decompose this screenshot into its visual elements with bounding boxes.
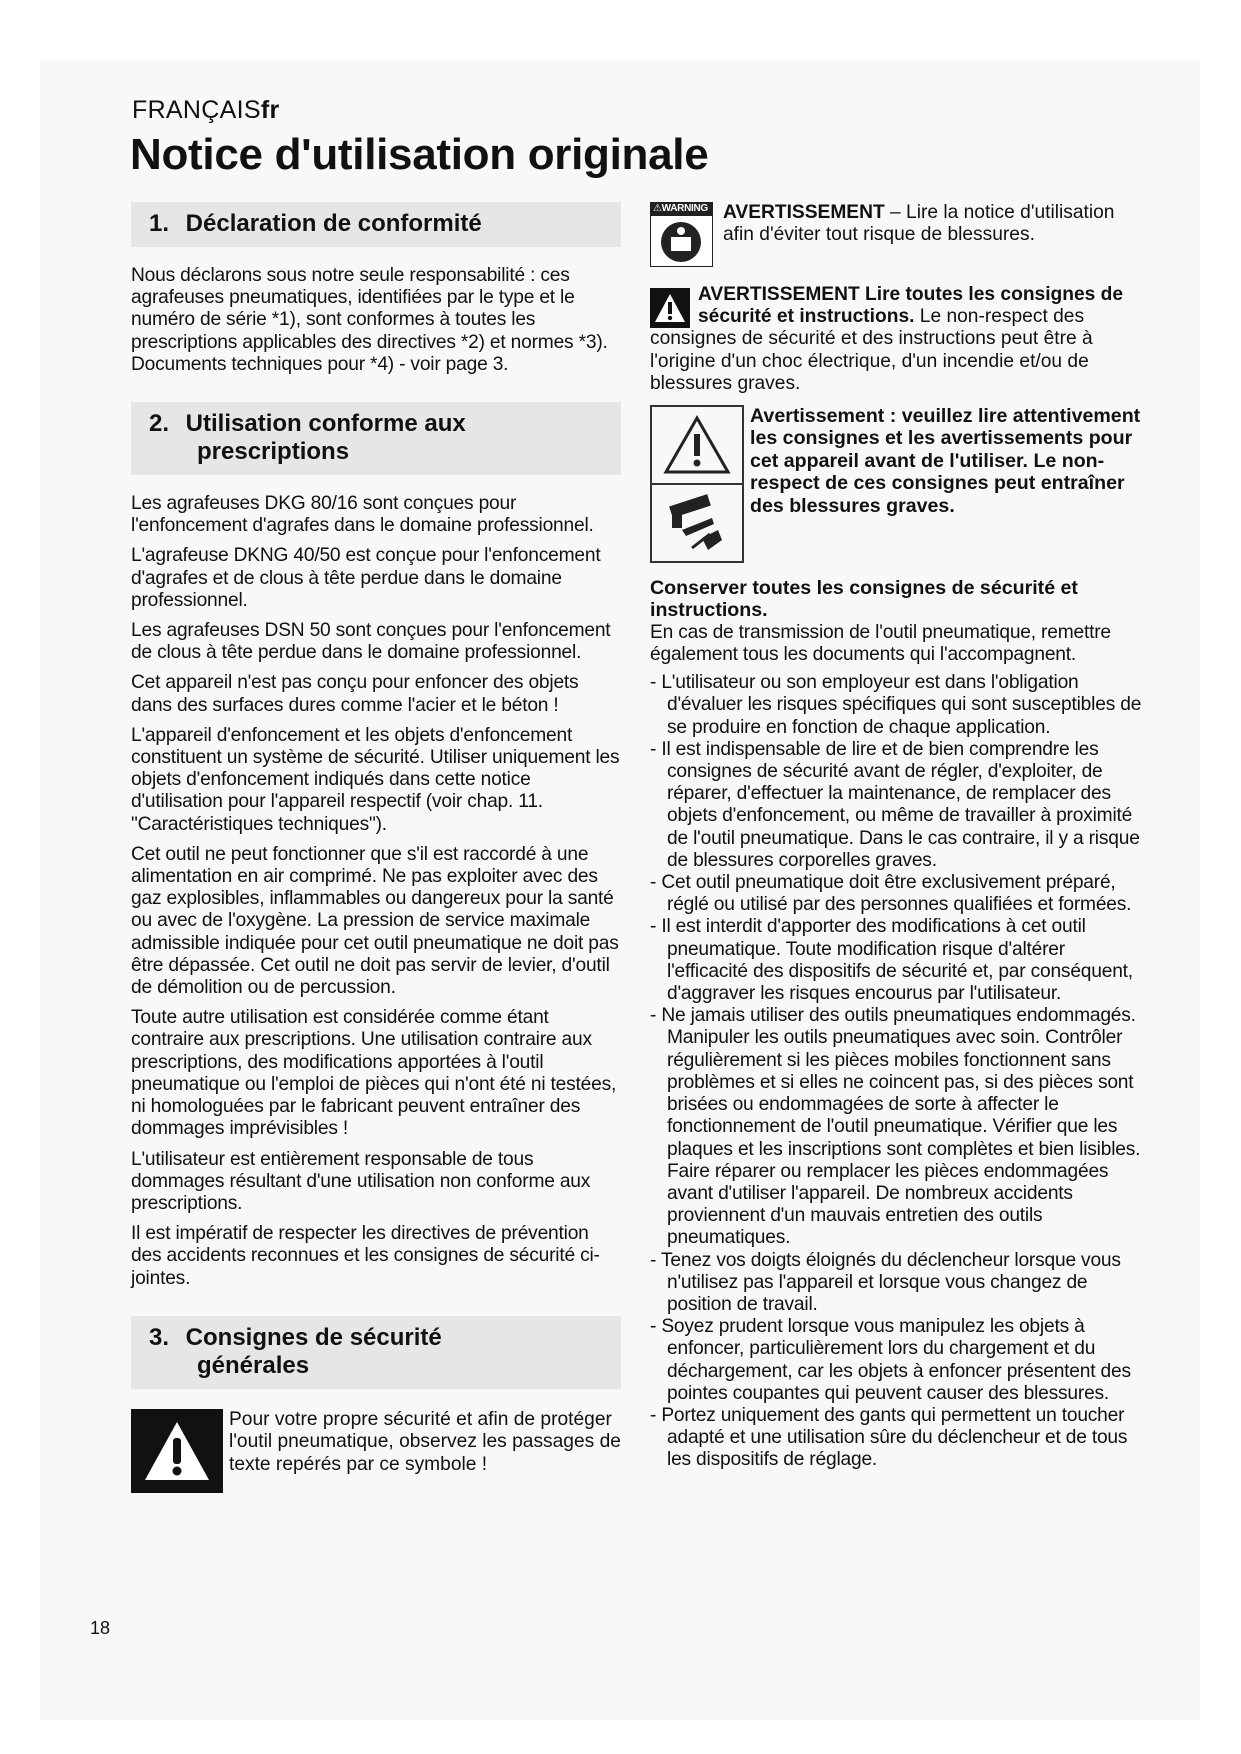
warning-read-instructions: AVERTISSEMENT Lire toutes les consignes de sécurité et instructions. Le non-respect des consignes de sécurité et des instructions peut être à l'origine d'un choc électrique, d'un incendie et/ou de blessures graves.: [650, 284, 1124, 394]
warning-triangle-icon: [131, 1409, 223, 1493]
device-warning-text: Avertissement : veuillez lire attentivement les consignes et les avertissements pour cet appareil avant de l'utiliser. Le non-respect de ces consignes peut entraîner des blessures graves.: [750, 405, 1141, 517]
page-number: 18: [90, 1618, 111, 1638]
list-item: - Il est interdit d'apporter des modifications à cet outil pneumatique. Toute modification risque d'altérer l'efficacité des dispositifs de sécurité et, par conséquent, d'aggraver les risques encourus par l'utilisateur.: [650, 916, 1150, 1005]
safety-symbol-text: Pour votre propre sécurité et afin de protéger l'outil pneumatique, observez les passages de texte repérés par ce symbole !: [229, 1408, 621, 1475]
read-manual-icon: [650, 215, 713, 267]
safety-bullet-list: [650, 672, 1150, 1471]
section-3-heading: 3. Consignes de sécurité générales: [131, 1316, 621, 1389]
language-label: FRANÇAISfr: [132, 96, 280, 124]
read-manual-pictogram: [650, 202, 713, 272]
warning-triangle-icon: [650, 288, 690, 328]
warning-pictogram-panel: [650, 405, 744, 563]
section-2-paragraph: Cet appareil n'est pas conçu pour enfoncer des objets dans des surfaces dures comme l'acier et le béton !: [131, 672, 579, 716]
section-2-paragraph: Les agrafeuses DKG 80/16 sont conçues pour l'enfoncement d'agrafes dans le domaine professionnel.: [131, 493, 594, 537]
keep-instructions-heading: Conserver toutes les consignes de sécurité et instructions.: [650, 577, 1078, 622]
list-item: - Portez uniquement des gants qui permettent un toucher adapté et une utilisation sûre du déclencheur et de tous les dispositifs de réglage.: [650, 1405, 1150, 1472]
list-item: - Tenez vos doigts éloignés du déclencheur lorsque vous n'utilisez pas l'appareil et lorsque vous changez de position de travail.: [650, 1250, 1150, 1317]
read-manual-warning: [650, 202, 1150, 272]
section-2-paragraph: L'utilisateur est entièrement responsable de tous dommages résultant d'une utilisation non conforme aux prescriptions.: [131, 1148, 591, 1214]
safety-symbol-note: [131, 1409, 621, 1493]
list-item: - Il est indispensable de lire et de bien comprendre les consignes de sécurité avant de régler, d'exploiter, de réparer, d'effectuer la maintenance, de remplacer des objets d'enfoncement, ou même de travailler à proximité de l'outil pneumatique. Dans le cas contraire, il y a risque de blessures corporelles graves.: [650, 739, 1150, 872]
document-title: Notice d'utilisation originale: [130, 130, 709, 179]
list-item: - Soyez prudent lorsque vous manipulez les objets à enfoncer, particulièrement lors du chargement et du déchargement, car les objets à enfoncer présentent des pointes coupantes qui peuvent causer des blessures.: [650, 1316, 1150, 1405]
device-warning: [650, 405, 1150, 563]
list-item: - L'utilisateur ou son employeur est dans l'obligation d'évaluer les risques spécifiques qui sont susceptibles de se produire en fonction de chaque application.: [650, 672, 1150, 739]
section-2-paragraph: L'appareil d'enfoncement et les objets d'enfoncement constituent un système de sécurité. Utiliser uniquement les objets d'enfoncement indiqués dans cette notice d'utilisation pour l'appareil respectif (voir chap. 11. "Caractéristiques techniques").: [131, 724, 620, 835]
keep-instructions-text: En cas de transmission de l'outil pneumatique, remettre également tous les documents qui l'accompagnent.: [650, 621, 1111, 666]
section-2-paragraph: Il est impératif de respecter les directives de prévention des accidents reconnues et les consignes de sécurité ci-jointes.: [131, 1223, 600, 1289]
right-column: [650, 202, 1150, 1472]
section-1-paragraph: Nous déclarons sous notre seule responsabilité : ces agrafeuses pneumatiques, identifiées par le type et le numéro de série *1), sont conformes à toutes les prescriptions applicables des directives *2) et normes *3). Documents techniques pour *4) - voir page 3.: [131, 265, 608, 375]
warning-tag-icon: ⚠WARNING: [650, 202, 713, 215]
list-item: - Cet outil pneumatique doit être exclusivement préparé, réglé ou utilisé par des personnes qualifiées et formées.: [650, 872, 1150, 916]
section-1-heading: 1. Déclaration de conformité: [131, 202, 621, 247]
left-column: [131, 202, 621, 1493]
read-manual-text: AVERTISSEMENT – Lire la notice d'utilisation afin d'éviter tout risque de blessures.: [723, 202, 1115, 246]
section-2-paragraph: Toute autre utilisation est considérée comme étant contraire aux prescriptions. Une utilisation contraire aux prescriptions, des modifications apportées à l'outil pneumatique ou l'emploi de pièces qui n'ont été ni testées, ni homologuées par le fabricant peuvent entraîner des dommages imprévisibles !: [131, 1007, 617, 1140]
section-2-paragraph: L'agrafeuse DKNG 40/50 est conçue pour l'enfoncement d'agrafes et de clous à tête perdue dans le domaine professionnel.: [131, 545, 601, 611]
section-2-paragraph: Cet outil ne peut fonctionner que s'il est raccordé à une alimentation en air comprimé. Ne pas exploiter avec des gaz explosibles, inflammables ou dangereux pour la santé ou avec de l'oxygène. La pression de service maximale admissible indiquée pour cet outil pneumatique ne doit pas être dépassée. Cet outil ne doit pas servir de levier, d'outil de démolition ou de percussion.: [131, 843, 619, 999]
warning-triangle-outline-icon: [652, 407, 742, 483]
section-2-paragraph: Les agrafeuses DSN 50 sont conçues pour l'enfoncement de clous à tête perdue dans le domaine professionnel.: [131, 620, 611, 664]
section-2-heading: 2. Utilisation conforme aux prescriptions: [131, 402, 621, 475]
list-item: - Ne jamais utiliser des outils pneumatiques endommagés. Manipuler les outils pneumatiques avec soin. Contrôler régulièrement si les pièces mobiles fonctionnent sans problèmes et si elles ne coincent pas, si des pièces sont brisées ou endommagées de sorte à affecter le fonctionnement de l'outil pneumatique. Vérifier que les plaques et les inscriptions sont complètes et bien lisibles. Faire réparer ou remplacer les pièces endommagées avant d'utiliser l'appareil. De nombreux accidents proviennent d'un mauvais entretien des outils pneumatiques.: [650, 1005, 1150, 1249]
nailer-hazard-icon: [652, 483, 742, 561]
